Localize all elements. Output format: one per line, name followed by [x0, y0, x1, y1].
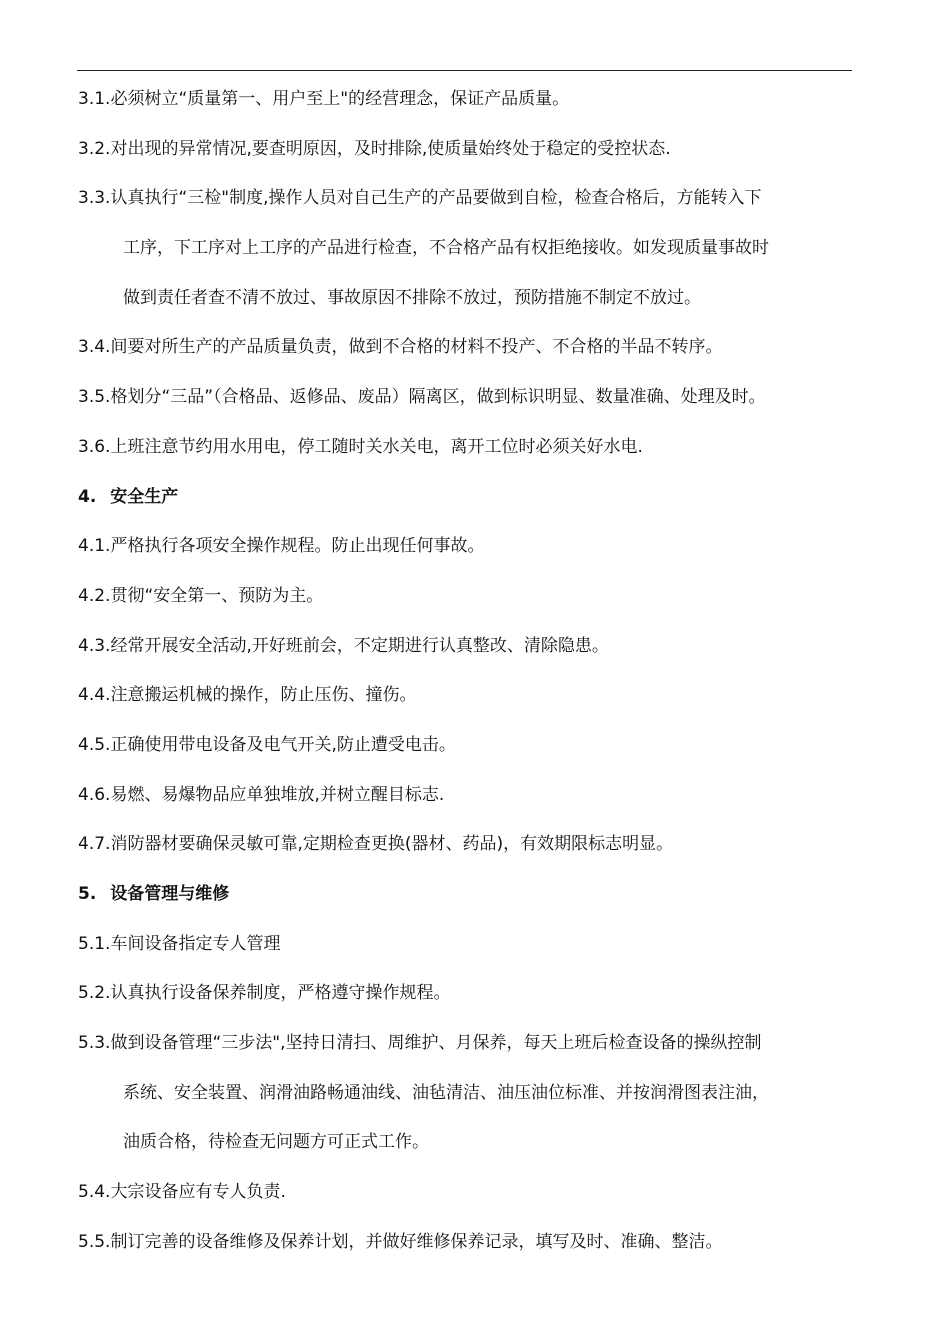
item-text: 格划分“三品”（合格品、返修品、废品）隔离区，做到标识明显、数量准确、处理及时。 [110, 387, 766, 408]
item-number: 5.3. [78, 1033, 111, 1054]
item-number: 4.7. [78, 834, 111, 855]
list-item [78, 721, 854, 771]
paragraph-continuation [78, 274, 854, 324]
item-text: 必须树立“质量第一、用户至上"的经营理念，保证产品质量。 [110, 89, 570, 109]
section-heading [78, 473, 854, 523]
list-item [78, 920, 854, 970]
list-item [78, 820, 854, 870]
section-heading [78, 870, 854, 920]
item-number: 3.3. [78, 188, 111, 209]
item-text: 系统、安全装置、润滑油路畅通油线、油毡清洁、油压油位标准、并按润滑图表注油， [123, 1082, 769, 1103]
list-item [78, 522, 854, 572]
item-number: 3.5. [78, 387, 111, 408]
item-number: 4.5. [78, 734, 111, 755]
item-text: 注意搬运机械的操作，防止压伤、撞伤。 [110, 685, 417, 706]
header-rule [77, 70, 852, 71]
item-text: 经常开展安全活动,开好班前会，不定期进行认真整改、清除隐患。 [110, 635, 609, 656]
section-title: 设备管理与维修 [110, 884, 230, 904]
item-text: 做到设备管理“三步法",坚持日清扫、周维护、月保养，每天上班后检查设备的操纵控制 [110, 1033, 762, 1054]
item-number: 3.1. [78, 89, 111, 109]
item-number: 3.6. [78, 436, 111, 457]
item-text: 消防器材要确保灵敏可靠,定期检查更换(器材、药品)，有效期限标志明显。 [110, 834, 674, 855]
item-text: 对出现的异常情况,要查明原因，及时排除,使质量始终处于稳定的受控状态. [110, 138, 671, 159]
item-text: 正确使用带电设备及电气开关,防止遭受电击。 [110, 734, 456, 755]
list-item [78, 671, 854, 721]
list-item [78, 125, 854, 175]
list-item [78, 1218, 854, 1268]
list-item [78, 423, 854, 473]
section-number: 5. [78, 884, 97, 904]
item-number: 5.4. [78, 1182, 111, 1203]
item-number: 4.1. [78, 536, 111, 557]
paragraph-continuation [78, 1118, 854, 1168]
list-item [78, 1019, 854, 1069]
item-text: 间要对所生产的产品质量负责，做到不合格的材料不投产、不合格的半品不转序。 [110, 337, 723, 358]
item-text: 认真执行“三检"制度,操作人员对自己生产的产品要做到自检，检查合格后，方能转入下 [110, 188, 762, 209]
item-text: 上班注意节约用水用电，停工随时关水关电，离开工位时必须关好水电. [110, 436, 643, 457]
list-item [78, 75, 854, 125]
item-number: 4.2. [78, 585, 111, 606]
item-text: 车间设备指定专人管理 [110, 933, 281, 954]
item-text: 严格执行各项安全操作规程。防止出现任何事故。 [110, 536, 485, 557]
item-text: 大宗设备应有专人负责. [110, 1182, 286, 1203]
section-title: 安全生产 [110, 486, 179, 507]
item-number: 5.2. [78, 983, 111, 1004]
item-number: 5.5. [78, 1231, 111, 1252]
list-item [78, 572, 854, 622]
item-text: 易燃、易爆物品应单独堆放,并树立醒目标志. [110, 784, 445, 805]
item-text: 贯彻“安全第一、预防为主。 [110, 585, 324, 606]
document-body [78, 75, 854, 1268]
list-item [78, 323, 854, 373]
item-text: 油质合格，待检查无问题方可正式工作。 [123, 1132, 429, 1153]
item-text: 制订完善的设备维修及保养计划，并做好维修保养记录，填写及时、准确、整洁。 [110, 1231, 723, 1252]
list-item [78, 969, 854, 1019]
list-item [78, 373, 854, 423]
paragraph-continuation [78, 1069, 854, 1119]
list-item [78, 622, 854, 672]
item-number: 4.4. [78, 685, 111, 706]
item-number: 4.6. [78, 784, 111, 805]
item-text: 工序，下工序对上工序的产品进行检查，不合格产品有权拒绝接收。如发现质量事故时 [123, 238, 769, 259]
item-number: 3.4. [78, 337, 111, 358]
item-number: 3.2. [78, 138, 111, 159]
item-number: 4.3. [78, 635, 111, 656]
paragraph-continuation [78, 224, 854, 274]
section-number: 4. [78, 486, 97, 507]
item-text: 做到责任者查不清不放过、事故原因不排除不放过，预防措施不制定不放过。 [123, 287, 701, 308]
list-item [78, 771, 854, 821]
item-number: 5.1. [78, 933, 111, 954]
list-item [78, 1168, 854, 1218]
list-item [78, 174, 854, 224]
item-text: 认真执行设备保养制度，严格遵守操作规程。 [110, 983, 451, 1004]
